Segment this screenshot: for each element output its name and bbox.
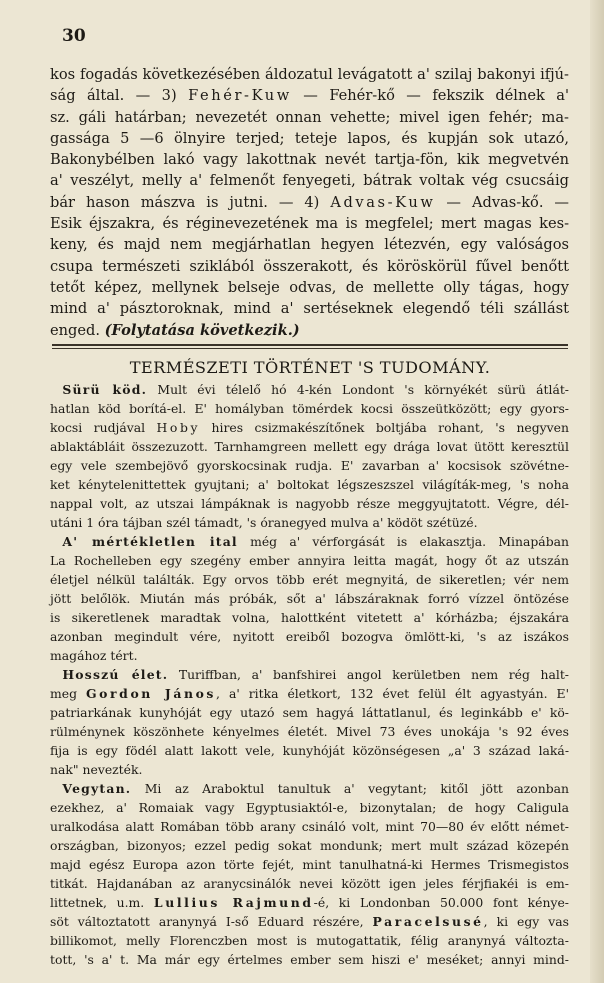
text-line: egy vele szembejövő gyorskocsinak rudja. E' zavarban a' kocsisok szövétne- (50, 458, 569, 473)
text-line: Esik éjszakra, és réginevezetének ma is megfelel; mert magas kes- (50, 215, 569, 233)
text-line: jött belőlök. Miután más próbák, sőt a' lábszáraknak forró vízzel öntözése (50, 591, 569, 606)
text-line: littetnek, u.m. Lullius Rajmund-é, ki Londonban 50.000 font kénye- (50, 895, 569, 910)
page-number: 30 (62, 26, 86, 46)
entry-title: A' mértékletlen ital (62, 534, 238, 549)
text-line: uralkodása alatt Romában több arany csináló volt, mint 70—80 év előtt német- (50, 819, 569, 834)
section-rule-thin (52, 348, 568, 349)
text-line: fija is egy födél alatt lakott vele, kunyhóját közönségesen „a' 3 század laká- (50, 743, 569, 758)
text-line: keny, és majd nem megjárhatlan hegyen létezvén, egy valóságos (50, 236, 569, 254)
text-line: is sikeretlenek maradtak volna, halottként vitetett a' kórházba; éjszakára (50, 610, 569, 625)
text-line: rülménynek köszönhete kényelmes életét. Mivel 73 éves unokája 's 92 éves (50, 724, 569, 739)
text-line: patriarkának kunyhóját egy utazó sem hagyá láttatlanul, és leginkább e' kö- (50, 705, 569, 720)
text-line: életjel nélkül találták. Egy orvos több erét megnyitá, de sikeretlen; vér nem (50, 572, 569, 587)
text-line: sz. gáli határban; nevezetét onnan vehette; mivel igen fehér; ma- (50, 108, 569, 126)
text-line: országban, bizonyos; ezzel pedig sokat mondunk; mert mult század közepén (50, 838, 569, 853)
text-line: billikomot, melly Florenczben most is mutogattatik, félig aranynyá változta- (50, 933, 569, 948)
person-name: Hoby (156, 420, 201, 435)
place-name-feher: Fehér-Kuw (188, 87, 292, 105)
text-line: a' veszélyt, melly a' felmenőt fenyegeti, bátrak voltak vég csucsáig (50, 172, 569, 190)
text-line: ket kénytelenittettek gyujtani; a' boltokat légszeszszel világíták-meg, 's noha (50, 477, 569, 492)
person-name: Gordon János (86, 686, 217, 701)
text-line: A' mértékletlen ital még a' vérforgását is elakasztja. Minapában (62, 534, 569, 549)
entry-title: Sürü köd. (62, 382, 148, 397)
text-line: Bakonybélben lakó vagy lakottnak nevét tartja-fön, kik megvetvén (50, 151, 569, 169)
text-line: csupa természeti sziklából összerakott, és köröskörül fűvel benőtt (50, 257, 569, 275)
section-rule (52, 344, 568, 346)
text-line: enged. (Folytatása következik.) (50, 321, 300, 339)
text-line: ság által. — 3) Fehér-Kuw — Fehér-kő — fekszik délnek a' (50, 87, 569, 105)
text-line: ezekhez, a' Romaiak vagy Egyptusiaktól-e, bizonytalan; de hogy Caligula (50, 800, 569, 815)
text-line: Vegytan. Mi az Araboktul tanultuk a' vegytant; kitől jött azonban (62, 781, 569, 796)
page-edge (590, 0, 604, 983)
text-line: gassága 5 —6 ölnyire terjed; teteje lapos, és kupján sok utazó, (50, 129, 569, 147)
text-line: magához tért. (50, 648, 138, 663)
text-line: mind a' pásztoroknak, mind a' sertéseknek elegendő téli szállást (50, 300, 569, 318)
text-line: azonban megindult vére, nyitott ereiből bozogva ömlött-ki, 's az iszákos (50, 629, 569, 644)
text-line: majd egész Europa azon törte fejét, mint tanulhatná-ki Hermes Trismegistos (50, 857, 569, 872)
text-line: tetőt képez, mellynek belseje odvas, de mellette olly tágas, hogy (50, 278, 569, 296)
text-line: söt változtatott aranynyá I-ső Eduard részére, Paracelsusé, ki egy vas (50, 914, 569, 929)
text-line: Hosszú élet. Turiffban, a' banfshirei angol kerületben nem rég halt- (62, 667, 569, 682)
text-line: bár hason mászva is jutni. — 4) Advas-Kuw — Advas-kő. — (50, 193, 570, 211)
text-line: Sürü köd. Mult évi télelő hó 4-kén Londont 's környékét sürü átlát- (62, 382, 569, 397)
text-line: La Rochelleben egy szegény ember annyira leitta magát, hogy őt az utszán (50, 553, 569, 568)
text-line: meg Gordon János, a' ritka életkort, 132 évet felül élt agyastyán. E' (50, 686, 569, 701)
person-name: Lullius Rajmund (153, 895, 314, 910)
text-line: utáni 1 óra tájban szél támadt, 's óranegyed mulva a' ködöt szétüzé. (50, 515, 478, 530)
text-line: tott, 's a' t. Ma már egy értelmes ember sem hiszi e' meséket; annyi mind- (50, 952, 569, 967)
entry-title: Vegytan. (62, 781, 132, 796)
text-line: titkát. Hajdanában az aranycsinálók nevei között igen jeles férjfiakéi is em- (50, 876, 569, 891)
text-line: hatlan köd borítá-el. E' homályban tömérdek kocsi összeütközött; egy gyors- (50, 401, 569, 416)
section-heading: TERMÉSZETI TÖRTÉNET 'S TUDOMÁNY. (129, 358, 491, 377)
place-name-advas: Advas-Kuw (330, 193, 436, 211)
text-line: kos fogadás következésében áldozatul levágatott a' szilaj bakonyi ifjú- (50, 66, 569, 83)
text-line: nak" nevezték. (50, 762, 143, 777)
text-line: nappal volt, az utszai lámpáknak is nagyobb része meggyujtatott. Végre, dél- (50, 496, 569, 511)
person-name: Paracelsusé (372, 914, 484, 929)
text-line: ablaktábláit összezuzott. Tarnhamgreen mellett egy drága lovat ütött keresztül (50, 439, 569, 454)
section-body (50, 380, 569, 969)
continued-article (50, 64, 569, 341)
continuation-note: (Folytatása következik.) (104, 321, 300, 339)
text-line: kocsi rudjával Hoby hires csizmakészítőnek boltjába rohant, 's negyven (50, 420, 569, 435)
entry-title: Hosszú élet. (62, 667, 169, 682)
